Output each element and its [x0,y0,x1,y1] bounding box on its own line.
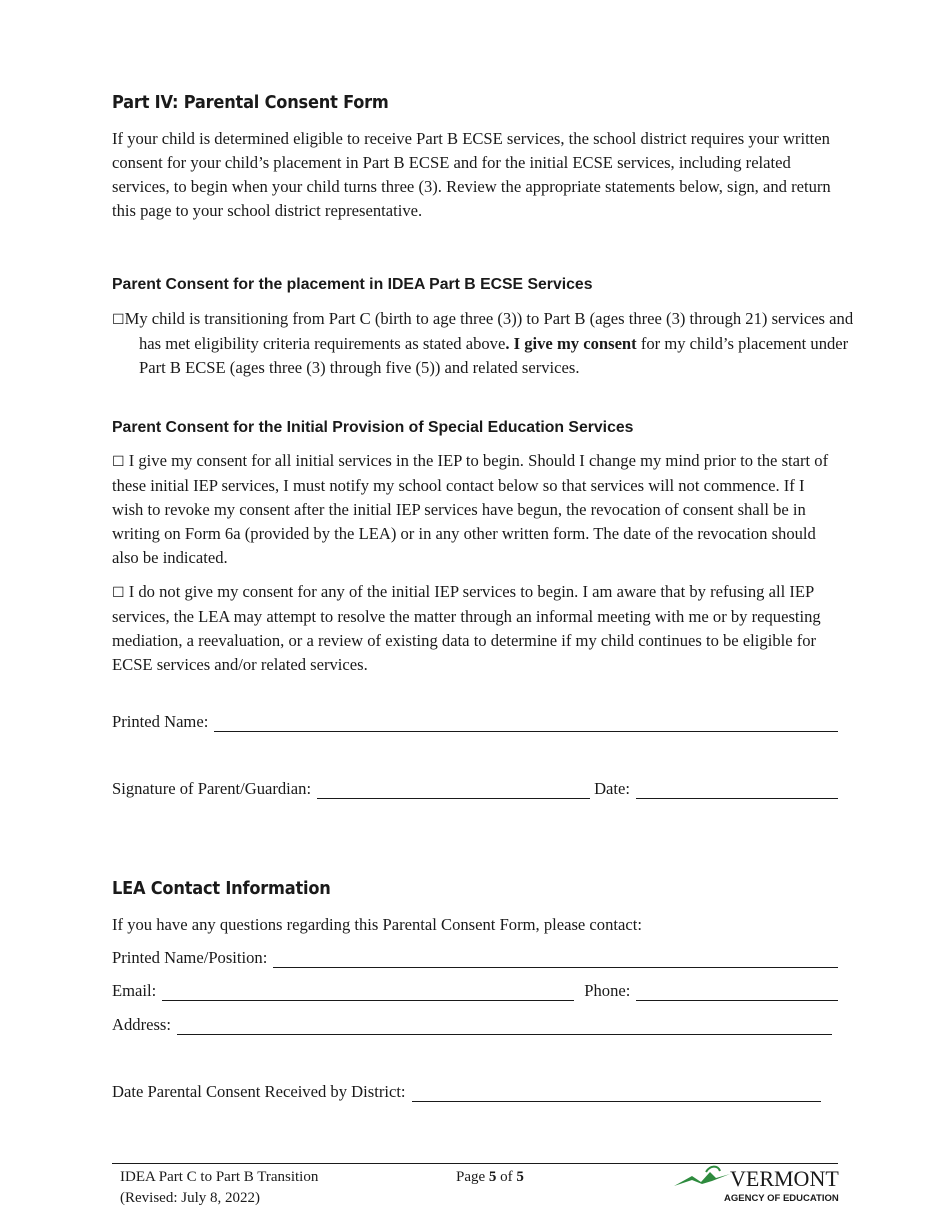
phone-field[interactable] [636,981,838,1001]
initial-consent-statement [112,449,838,570]
email-phone-row [112,981,838,1001]
printed-name-field[interactable] [214,712,838,732]
refuse-consent-checkbox[interactable]: ☐ [112,585,125,601]
placement-text-bold: . I give my consent [505,334,637,353]
placement-text-a: My child is transitioning from Part C (birth to age three (3)) to Part B (ages three (3) through 21) services and has met eligibility criteria requirements as stated above [124,309,854,353]
date-received-row [112,1082,821,1102]
page-mid: of [496,1169,517,1185]
date-label: Date: [594,779,631,798]
mountain-logo-icon [672,1162,842,1207]
placement-heading: Parent Consent for the placement in IDEA Part B ECSE Services [112,276,593,293]
page-prefix: Page [456,1169,489,1185]
signature-row [112,779,838,799]
page-number [456,1167,524,1188]
email-field[interactable] [162,981,574,1001]
date-field[interactable] [636,779,838,799]
name-position-field[interactable] [273,948,838,968]
footer-doc-info [120,1167,318,1209]
logo-vermont-text: VERMONT [730,1166,839,1191]
initial-services-heading: Parent Consent for the Initial Provision of Special Education Services [112,419,634,436]
page-current: 5 [488,1169,497,1185]
footer-revised-date: (Revised: July 8, 2022) [120,1190,260,1206]
page-total: 5 [516,1169,524,1185]
address-label: Address: [112,1015,171,1034]
refuse-consent-text: I do not give my consent for any of the initial IEP services to begin. I am aware that by refusing all IEP services, the LEA may attempt to resolve the matter through an informal meeting with me or by requesting mediation, a reevaluation, or a review of existing data to determine if my child continues to be eligible for ECSE services and/or related services. [112,582,821,674]
signature-label: Signature of Parent/Guardian: [112,779,312,798]
part4-intro: If your child is determined eligible to receive Part B ECSE services, the school district requires your written consent for your child’s placement in Part B ECSE and for the initial ECSE services, including related services, to begin when your child turns three (3). Review the appropriate statements below, sign, and return this page to your school district representative. [112,129,831,220]
phone-label: Phone: [584,981,631,1000]
date-received-label: Date Parental Consent Received by District: [112,1082,406,1101]
vermont-aoe-logo [672,1162,842,1207]
lea-contact-title: LEA Contact Information [112,878,331,899]
lea-intro: If you have any questions regarding this Parental Consent Form, please contact: [112,915,642,934]
logo-agency-text: AGENCY OF EDUCATION [724,1193,839,1204]
footer-doc-title: IDEA Part C to Part B Transition [120,1169,319,1185]
signature-field[interactable] [317,779,590,799]
address-row [112,1015,832,1035]
name-position-label: Printed Name/Position: [112,948,268,967]
give-consent-checkbox[interactable]: ☐ [112,454,125,470]
placement-checkbox[interactable]: ☐ [112,312,125,328]
printed-name-label: Printed Name: [112,712,209,731]
address-field[interactable] [177,1015,832,1035]
printed-name-row [112,712,838,732]
part4-title: Part IV: Parental Consent Form [112,92,389,113]
placement-text-b: for my child’s placement under Part B ECSE (ages three (3) through five (5)) and related services. [139,334,849,377]
give-consent-text: I give my consent for all initial services in the IEP to begin. Should I change my mind prior to the start of these initial IEP services, I must notify my school contact below so that services will not commence. If I wish to revoke my consent after the initial IEP services have begun, the revocation of consent shall be in writing on Form 6a (provided by the LEA) or in any other written form. The date of the revocation should also be indicated. [112,451,829,567]
placement-consent-statement [112,307,865,380]
refuse-consent-statement [112,580,838,677]
email-label: Email: [112,981,157,1000]
date-received-field[interactable] [412,1082,821,1102]
name-position-row [112,948,838,968]
